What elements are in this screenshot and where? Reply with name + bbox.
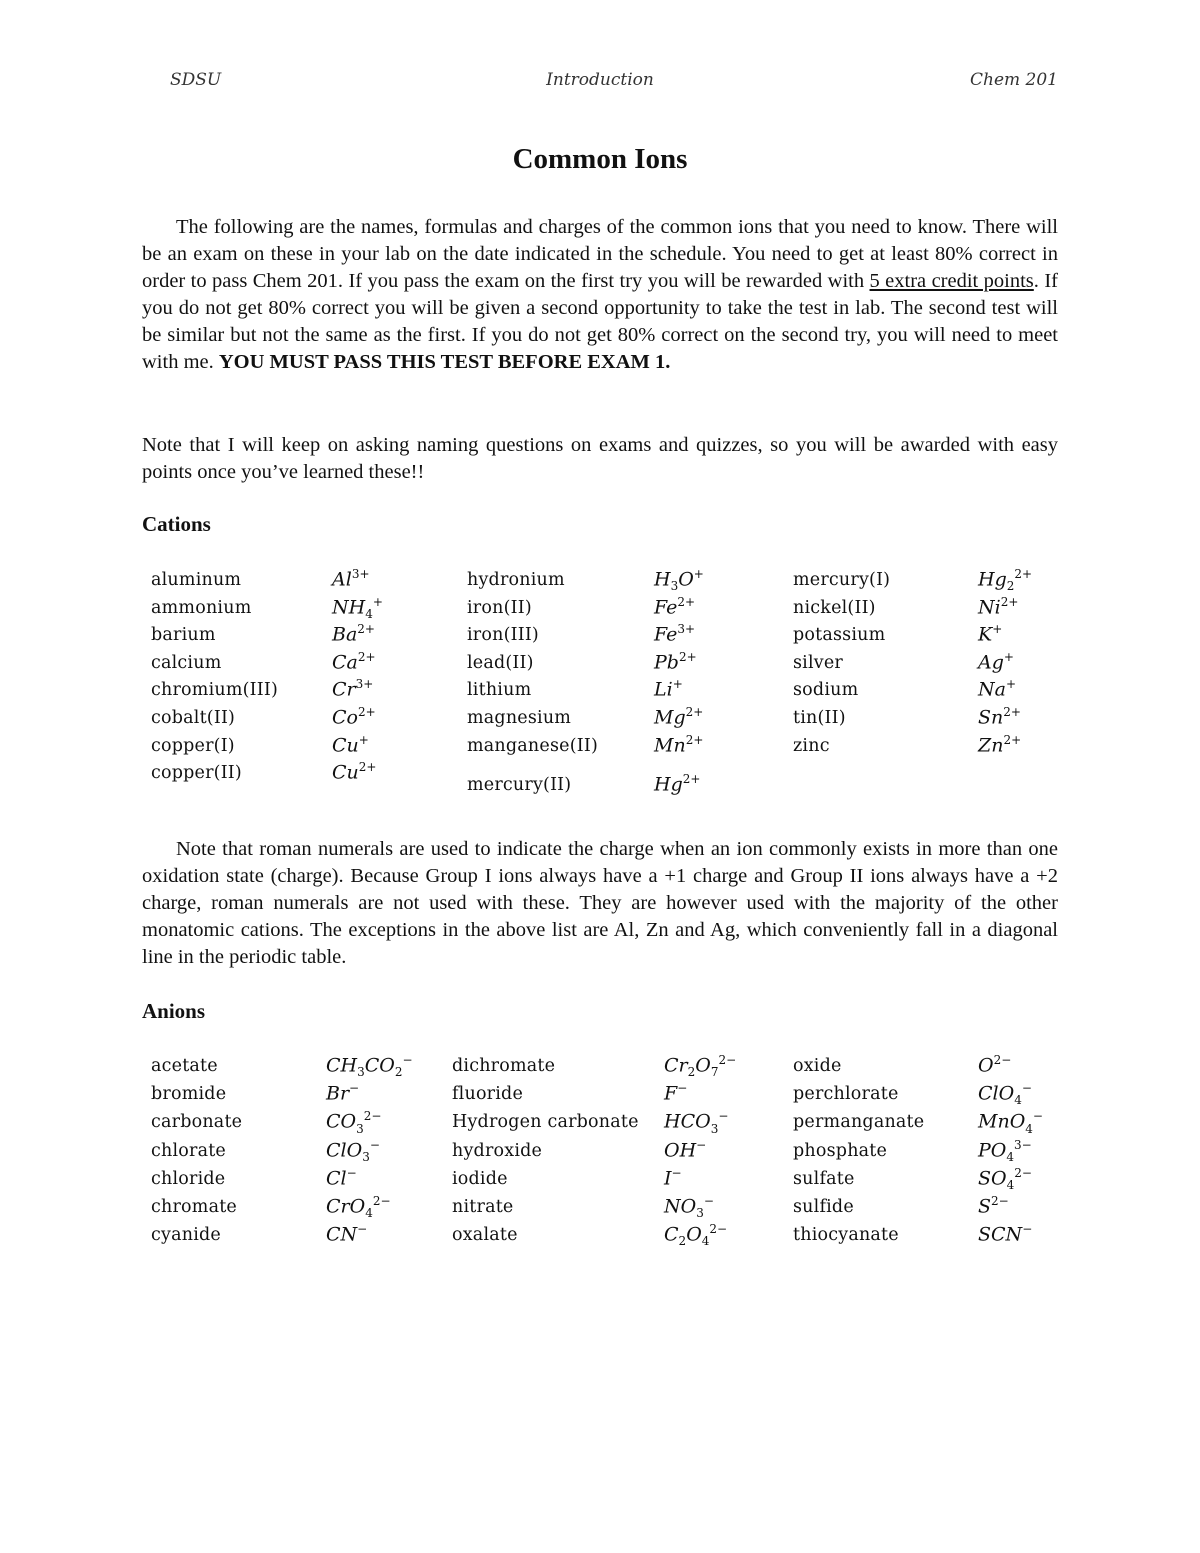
anion-formula: $PO_4^{3-}$: [978, 1137, 1032, 1164]
cation-formula: $Fe^{3+}$: [654, 622, 696, 646]
note-paragraph: Note that I will keep on asking naming questions on exams and quizzes, so you will be awarded with easy points once you’ve learned these!!: [142, 434, 1058, 483]
anion-formula: $O^{2-}$: [978, 1053, 1012, 1077]
anion-formula: SCN−: [978, 1222, 1033, 1246]
cation-formula: $Zn^{2+}$: [978, 732, 1022, 756]
anion-formula: I−: [664, 1165, 682, 1190]
anion-name: sulfate: [793, 1168, 855, 1189]
anion-name: chromate: [151, 1197, 237, 1217]
cation-name: silver: [793, 652, 843, 673]
cation-name: barium: [151, 625, 216, 646]
cation-name: iron(II): [467, 597, 532, 618]
cation-formula: $Cr^{3+}$: [332, 677, 374, 701]
anion-name: hydroxide: [452, 1140, 543, 1161]
cation-name: chromium(III): [151, 680, 279, 701]
intro-text-2: . If you do not get 80% correct you will be given a second opportunity to take the test in lab. The second test will be similar but not the same as the first. If you do not get 80% correct on the second try, you will need to meet with me.: [142, 270, 1058, 373]
anion-formula: ClO$_3$−: [326, 1137, 380, 1164]
cation-formula: $Fe^{2+}$: [654, 594, 696, 618]
anion-formula: MnO$_4$−: [978, 1109, 1043, 1136]
anion-formula: $NO_3^-$: [664, 1194, 714, 1221]
anion-formula: F−: [664, 1081, 688, 1105]
anion-name: iodide: [452, 1168, 508, 1189]
anion-name: cyanide: [151, 1225, 221, 1246]
cation-formula: $Co^{2+}$: [332, 705, 376, 729]
page-header: [0, 70, 1200, 96]
anion-formula: OH−: [664, 1137, 707, 1161]
anion-name: chlorate: [151, 1140, 226, 1161]
cation-name: sodium: [793, 680, 859, 701]
cation-formula: $Ca^{2+}$: [332, 649, 376, 674]
anion-name: fluoride: [452, 1084, 524, 1105]
header-center: Introduction: [546, 70, 654, 90]
anion-formula: $CO_3^{2-}$: [326, 1109, 382, 1136]
cation-name: iron(III): [467, 625, 539, 646]
cation-formula: Ag+: [978, 649, 1014, 674]
cation-name: aluminum: [151, 570, 242, 590]
cations-heading: Cations: [142, 512, 211, 536]
anion-formula: $HCO_3^-$: [664, 1109, 729, 1136]
anion-name: oxide: [793, 1056, 842, 1076]
cation-formula: $Sn^{2+}$: [978, 705, 1021, 729]
anion-name: carbonate: [151, 1112, 243, 1133]
anion-formula: CrO$_4^{2-}$: [326, 1194, 391, 1221]
intro-paragraph: [142, 214, 1058, 376]
roman-numerals-note: Note that roman numerals are used to indicate the charge when an ion commonly exists in more than one oxidation state (charge). Because Group I ions always have a +1 charge and Group II ions always have a +2 charge, roman numerals are not used with these. They are however used with the majority of the other monatomic cations. The exceptions in the above list are Al, Zn and Ag, which conveniently fall in a diagonal line in the periodic table.: [142, 838, 1058, 968]
cation-name: nickel(II): [793, 597, 876, 618]
cation-name: copper(II): [151, 763, 242, 784]
anion-name: dichromate: [452, 1056, 556, 1076]
header-right: Chem 201: [970, 70, 1058, 90]
cation-formula: $Al^{3+}$: [332, 567, 370, 591]
cation-name: mercury(I): [793, 570, 891, 590]
cation-name: copper(I): [151, 735, 235, 756]
anion-formula: Br−: [326, 1081, 360, 1105]
anion-name: phosphate: [793, 1140, 888, 1161]
cation-name: magnesium: [467, 708, 572, 728]
cation-formula: $NH_4^+$: [332, 594, 383, 621]
anion-name: nitrate: [452, 1197, 514, 1217]
anion-formula: $C_2O_4^{2-}$: [664, 1222, 728, 1249]
intro-text-1: The following are the names, formulas and charges of the common ions that you need to know. There will be an exam on these in your lab on the date indicated in the schedule. You need to get at least 80% correct in order to pass Chem 201. If you pass the exam on the first try you will be rewarded with: [142, 216, 1058, 292]
anion-name: chloride: [151, 1168, 226, 1189]
cation-name: cobalt(II): [151, 708, 236, 728]
cation-name: zinc: [793, 735, 830, 756]
anion-name: permanganate: [793, 1112, 925, 1133]
anion-formula: CN−: [326, 1222, 368, 1246]
cation-formula: $H_3O^+$: [654, 567, 704, 594]
cation-name: mercury(II): [467, 775, 572, 796]
anion-name: perchlorate: [793, 1084, 899, 1105]
anion-name: Hydrogen carbonate: [452, 1112, 639, 1133]
cation-formula: K+: [978, 622, 1003, 646]
anions-heading: Anions: [142, 999, 206, 1023]
cation-name: calcium: [151, 652, 222, 673]
cation-name: lead(II): [467, 652, 534, 673]
anion-name: oxalate: [452, 1225, 518, 1246]
anion-name: sulfide: [793, 1197, 854, 1217]
cation-name: tin(II): [793, 708, 846, 728]
cation-formula: $Ni^{2+}$: [978, 594, 1019, 618]
extra-credit-text: 5 extra credit points: [869, 270, 1034, 292]
page-title: Common Ions: [512, 143, 688, 175]
anion-name: thiocyanate: [793, 1225, 899, 1246]
anion-formula: $CH_3CO_2^-$: [326, 1053, 413, 1080]
cation-formula: $Ba^{2+}$: [332, 622, 375, 646]
cation-name: lithium: [467, 680, 532, 701]
cation-name: manganese(II): [467, 735, 598, 756]
cation-formula: Li+: [654, 677, 683, 701]
cation-formula: Cu+: [332, 732, 369, 756]
cation-formula: $Hg_2^{2+}$: [978, 567, 1033, 594]
must-pass-text: YOU MUST PASS THIS TEST BEFORE EXAM 1.: [218, 351, 671, 373]
cation-formula: $Cu^{2+}$: [332, 760, 377, 784]
anion-formula: ClO$_4$−: [978, 1081, 1032, 1108]
anion-name: bromide: [151, 1084, 227, 1105]
anion-name: acetate: [151, 1056, 218, 1076]
anion-formula: Cl−: [326, 1165, 357, 1190]
cation-formula: $Hg^{2+}$: [654, 772, 701, 796]
cation-formula: $Pb^{2+}$: [654, 649, 697, 674]
header-left: SDSU: [170, 70, 222, 90]
cation-formula: Na+: [978, 677, 1017, 701]
cation-name: hydronium: [467, 570, 565, 590]
cation-formula: $Mg^{2+}$: [654, 705, 704, 729]
anion-formula: $S^{2-}$: [978, 1194, 1009, 1218]
cation-name: potassium: [793, 625, 886, 646]
anion-formula: $SO_4^{2-}$: [978, 1165, 1032, 1192]
cation-name: ammonium: [151, 597, 252, 618]
cation-formula: $Mn^{2+}$: [654, 732, 704, 756]
anion-formula: $Cr_2O_7^{2-}$: [664, 1053, 737, 1080]
